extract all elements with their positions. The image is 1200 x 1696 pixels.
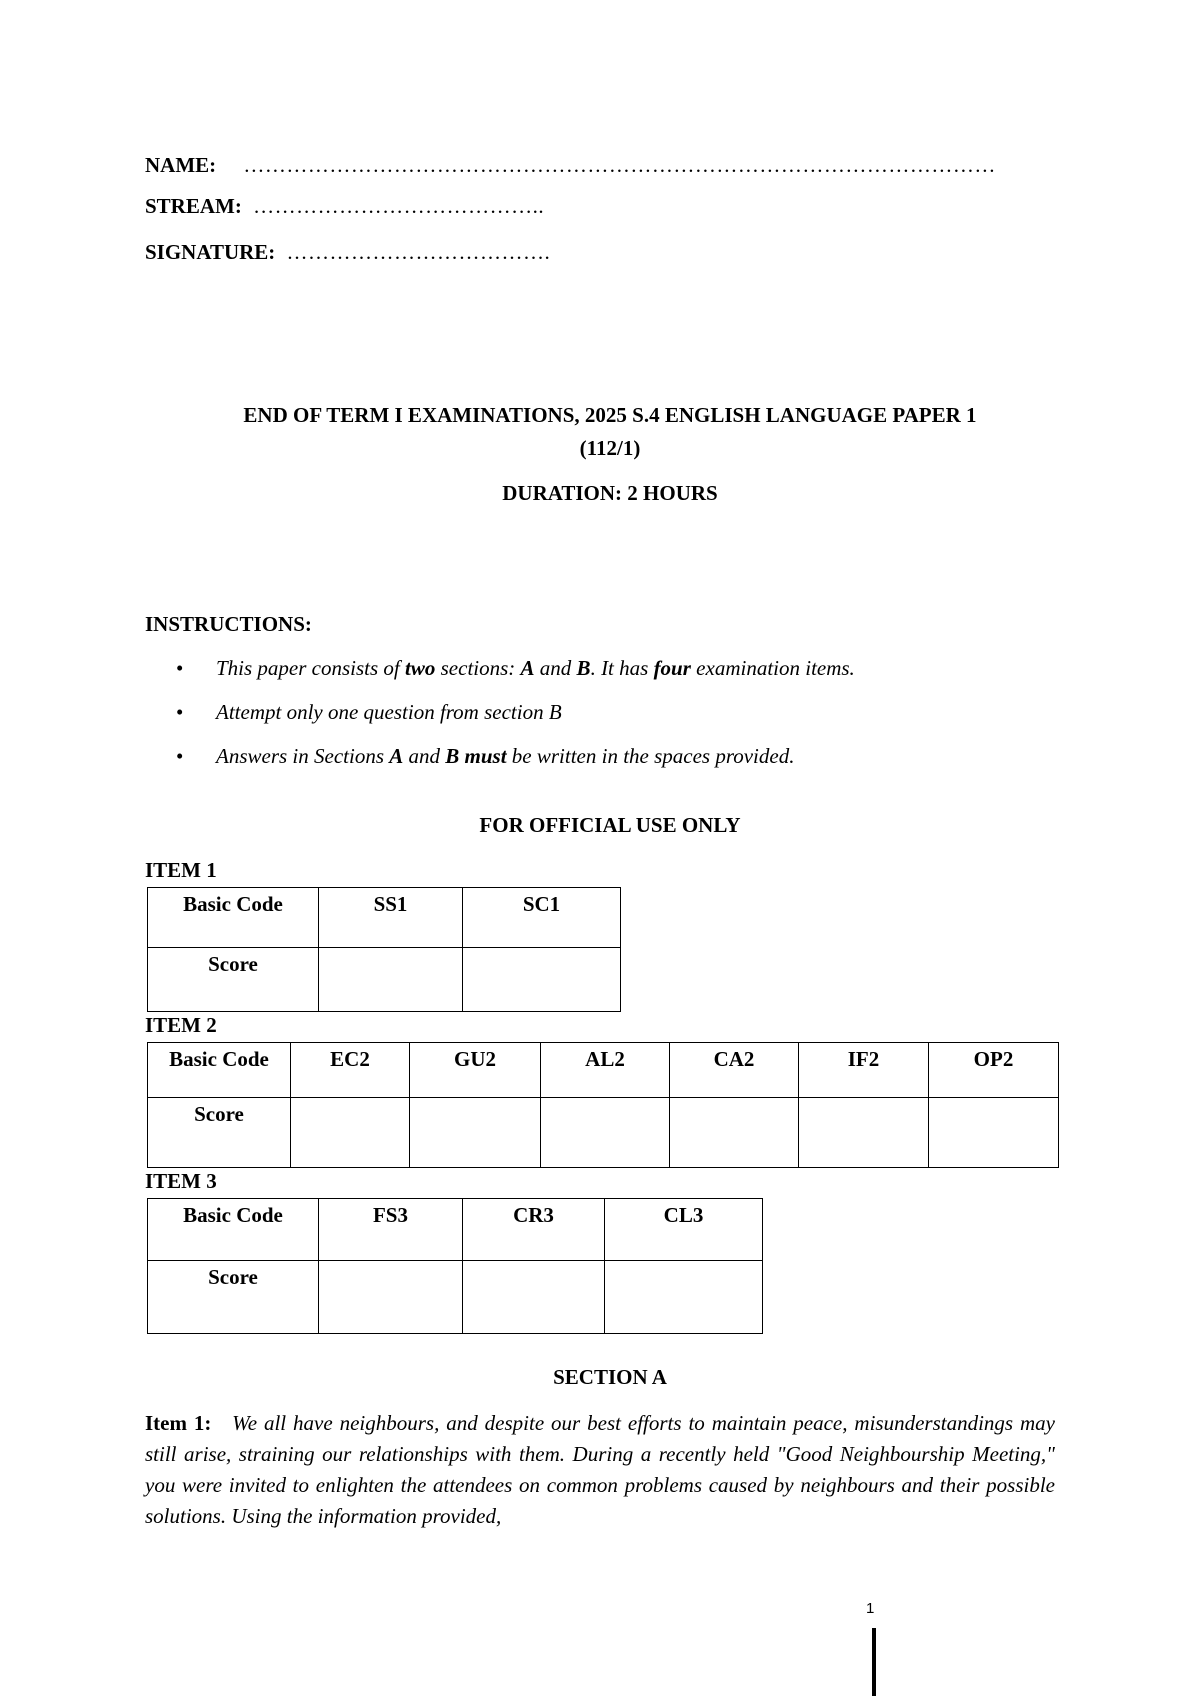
code-cell: CR3 — [463, 1199, 605, 1261]
instruction-text: Answers in Sections A and B must be written in the spaces provided. — [216, 744, 795, 768]
official-use-heading: FOR OFFICIAL USE ONLY — [479, 813, 741, 837]
name-dots: …………………………………………………………………………………………… — [243, 153, 996, 177]
exam-title-line2: (112/1) — [579, 436, 641, 460]
item-1-label-inline: Item 1: — [145, 1411, 212, 1435]
page-number-bar — [872, 1628, 876, 1696]
code-cell: OP2 — [929, 1043, 1059, 1098]
code-cell: CA2 — [670, 1043, 799, 1098]
name-field — [145, 153, 996, 178]
page-number: 1 — [866, 1600, 875, 1617]
score-cell[interactable] — [319, 1261, 463, 1334]
code-cell: AL2 — [541, 1043, 670, 1098]
score-cell[interactable] — [929, 1098, 1059, 1168]
instructions-heading: INSTRUCTIONS: — [145, 612, 312, 636]
section-a-item-1-text — [145, 1408, 1055, 1532]
instruction-text: Attempt only one question from section B — [216, 700, 562, 724]
bullet: • — [176, 700, 184, 724]
score-cell[interactable] — [463, 948, 621, 1012]
section-a-heading: SECTION A — [553, 1365, 667, 1389]
row-header-score: Score — [148, 948, 319, 1012]
item-2-label: ITEM 2 — [145, 1013, 217, 1037]
code-cell: SC1 — [463, 888, 621, 948]
code-cell: CL3 — [605, 1199, 763, 1261]
item-3-label: ITEM 3 — [145, 1169, 217, 1193]
code-cell: SS1 — [319, 888, 463, 948]
item-2-score-table — [147, 1042, 1059, 1168]
code-cell: IF2 — [799, 1043, 929, 1098]
score-cell[interactable] — [670, 1098, 799, 1168]
exam-title-line1: END OF TERM I EXAMINATIONS, 2025 S.4 ENGLISH LANGUAGE PAPER 1 — [243, 403, 977, 427]
row-header-score: Score — [148, 1098, 291, 1168]
score-cell[interactable] — [605, 1261, 763, 1334]
signature-dots: ………………………………. — [286, 240, 551, 264]
stream-dots: ………………………………….. — [253, 194, 545, 218]
item-1-label: ITEM 1 — [145, 858, 217, 882]
item-1-score-table — [147, 887, 621, 1012]
code-cell: EC2 — [291, 1043, 410, 1098]
row-header-score: Score — [148, 1261, 319, 1334]
item-3-score-table — [147, 1198, 763, 1334]
score-cell[interactable] — [410, 1098, 541, 1168]
bullet: • — [176, 744, 184, 768]
score-cell[interactable] — [291, 1098, 410, 1168]
stream-label: STREAM: — [145, 194, 242, 218]
exam-title — [145, 403, 1075, 461]
duration: DURATION: 2 HOURS — [502, 481, 718, 505]
code-cell: GU2 — [410, 1043, 541, 1098]
row-header-basic-code: Basic Code — [148, 1043, 291, 1098]
signature-field — [145, 240, 550, 265]
bullet: • — [176, 656, 184, 680]
score-cell[interactable] — [463, 1261, 605, 1334]
instruction-text: This paper consists of two sections: A and B. It has four examination items. — [216, 656, 855, 680]
code-cell: FS3 — [319, 1199, 463, 1261]
stream-field — [145, 194, 544, 219]
row-header-basic-code: Basic Code — [148, 888, 319, 948]
score-cell[interactable] — [541, 1098, 670, 1168]
row-header-basic-code: Basic Code — [148, 1199, 319, 1261]
score-cell[interactable] — [319, 948, 463, 1012]
score-cell[interactable] — [799, 1098, 929, 1168]
name-label: NAME: — [145, 153, 217, 177]
signature-label: SIGNATURE: — [145, 240, 276, 264]
item-1-passage: We all have neighbours, and despite our best efforts to maintain peace, misunderstandings may still arise, straining our relationships with them. During a recently held "Good Neighbourship Meeting," you were invited to enlighten the attendees on common problems caused by neighbours and their possible solutions. Using the information provided, — [145, 1411, 1055, 1528]
